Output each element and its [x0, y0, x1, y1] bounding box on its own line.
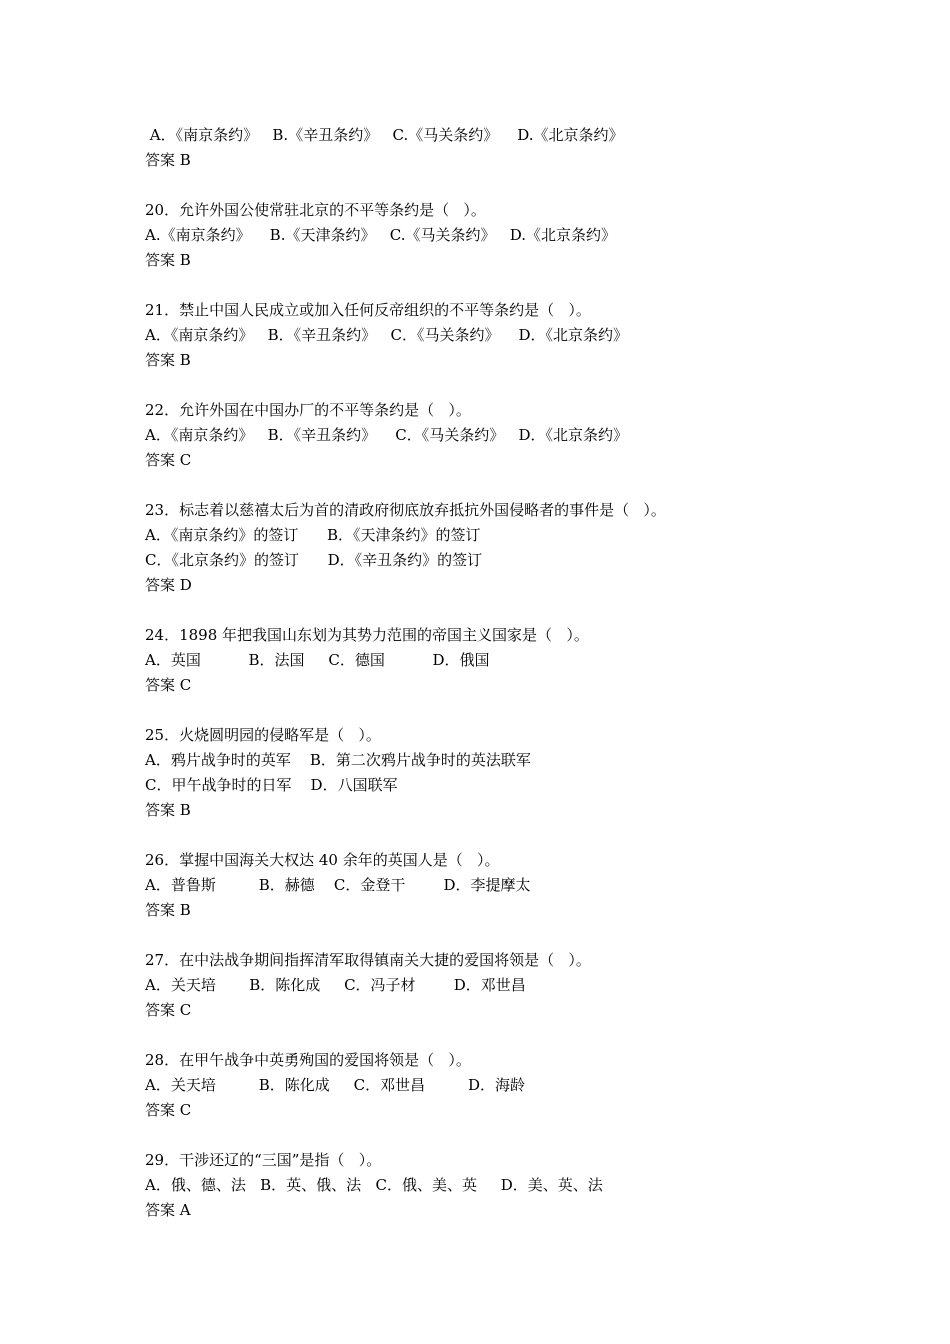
answer-line: 答案 B: [145, 251, 191, 269]
question-text: 28．在甲午战争中英勇殉国的爱国将领是（ ）。: [145, 1051, 471, 1069]
question-list: [145, 123, 865, 1248]
question-text: 25．火烧圆明园的侵略军是（ ）。: [145, 726, 381, 744]
question-item: [145, 1048, 865, 1123]
question-item: [145, 623, 865, 698]
question-item: [145, 948, 865, 1023]
options-line: A．关天培 B．陈化成 C．邓世昌 D．海龄: [145, 1076, 526, 1094]
question-item: [145, 848, 865, 923]
question-item: [145, 1148, 865, 1223]
question-fragment: [145, 123, 865, 173]
options-line: A．《南京条约》的签订 B．《天津条约》的签订: [145, 526, 481, 544]
answer-line: 答案 B: [145, 151, 191, 169]
options-line: A．《南京条约》 B．《辛丑条约》 C．《马关条约》 D．《北京条约》: [145, 326, 629, 344]
answer-line: 答案 D: [145, 576, 192, 594]
question-text: 26．掌握中国海关大权达 40 余年的英国人是（ ）。: [145, 851, 500, 869]
answer-line: 答案 C: [145, 451, 192, 469]
question-item: [145, 198, 865, 273]
options-line: A．普鲁斯 B．赫德 C．金登干 D．李提摩太: [145, 876, 531, 894]
question-item: [145, 398, 865, 473]
question-text: 23．标志着以慈禧太后为首的清政府彻底放弃抵抗外国侵略者的事件是（ ）。: [145, 501, 666, 519]
answer-line: 答案 B: [145, 351, 191, 369]
options-line: A．俄、德、法 B．英、俄、法 C．俄、美、英 D．美、英、法: [145, 1176, 603, 1194]
question-item: [145, 298, 865, 373]
question-text: 24．1898 年把我国山东划为其势力范围的帝国主义国家是（ ）。: [145, 626, 589, 644]
options-line: A．鸦片战争时的英军 B．第二次鸦片战争时的英法联军: [145, 751, 531, 769]
question-item: [145, 498, 865, 598]
question-text: 22．允许外国在中国办厂的不平等条约是（ ）。: [145, 401, 471, 419]
question-text: 27．在中法战争期间指挥清军取得镇南关大捷的爱国将领是（ ）。: [145, 951, 591, 969]
options-line: A．英国 B．法国 C．德国 D．俄国: [145, 651, 490, 669]
options-line: A.《南京条约》 B.《天津条约》 C.《马关条约》 D.《北京条约》: [145, 226, 617, 244]
answer-line: 答案 B: [145, 901, 191, 919]
question-text: 21．禁止中国人民成立或加入任何反帝组织的不平等条约是（ ）。: [145, 301, 591, 319]
options-line: C．甲午战争时的日军 D．八国联军: [145, 776, 398, 794]
options-line: A．《南京条约》 B．《辛丑条约》 C．《马关条约》 D．《北京条约》: [145, 426, 629, 444]
question-text: 29．干涉还辽的“三国”是指（ ）。: [145, 1151, 382, 1169]
answer-line: 答案 B: [145, 801, 191, 819]
answer-line: 答案 A: [145, 1201, 191, 1219]
question-item: [145, 723, 865, 823]
answer-line: 答案 C: [145, 1101, 192, 1119]
question-text: 20．允许外国公使常驻北京的不平等条约是（ ）。: [145, 201, 486, 219]
options-line: C．《北京条约》的签订 D．《辛丑条约》的签订: [145, 551, 483, 569]
answer-line: 答案 C: [145, 676, 192, 694]
answer-line: 答案 C: [145, 1001, 192, 1019]
options-line: A．《南京条约》 B.《辛丑条约》 C.《马关条约》 D.《北京条约》: [145, 126, 624, 144]
options-line: A．关天培 B．陈化成 C．冯子材 D．邓世昌: [145, 976, 526, 994]
